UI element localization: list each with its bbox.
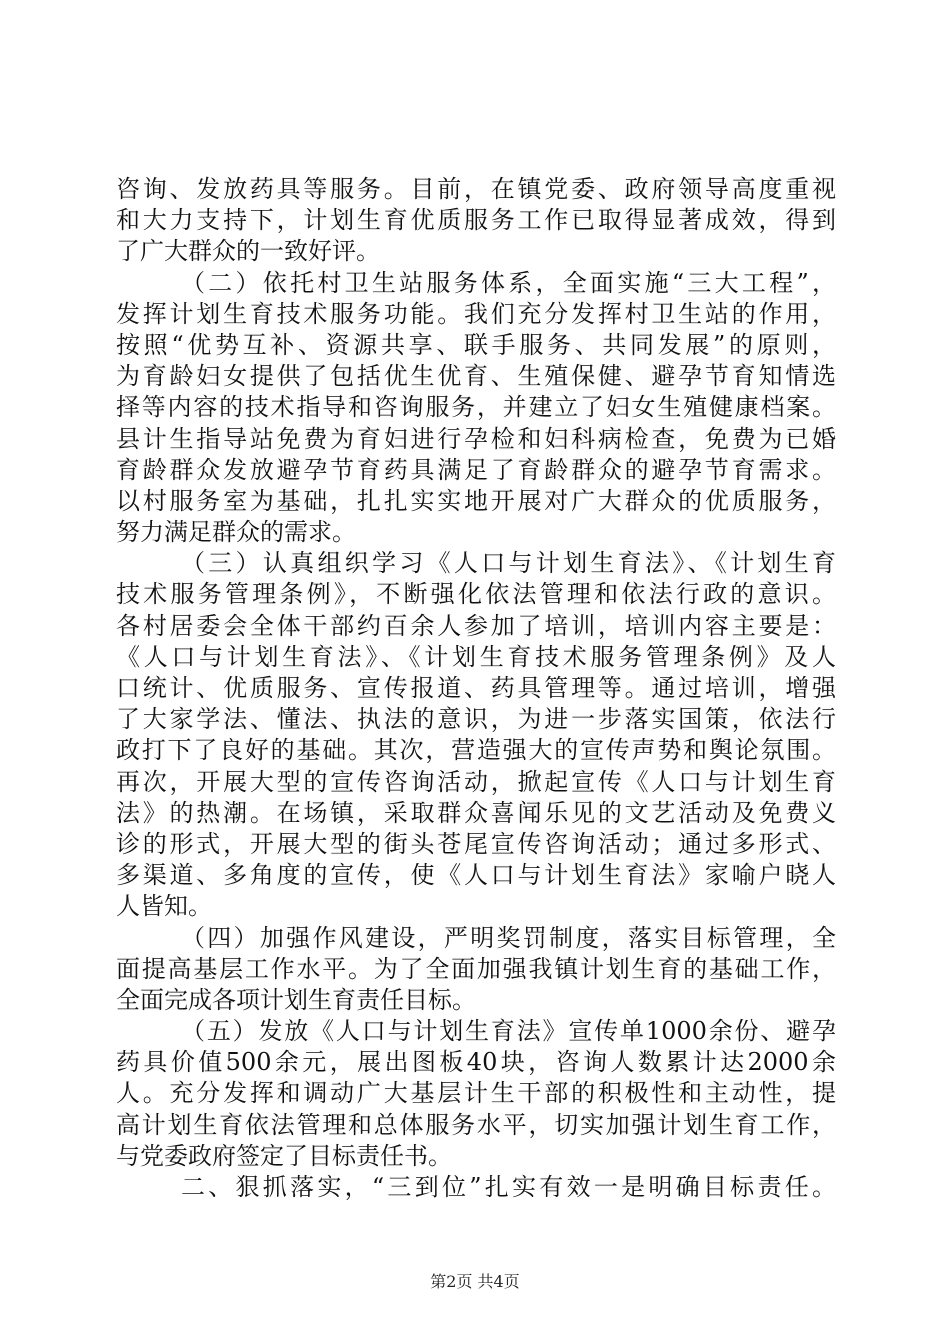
text-line: 人。充分发挥和调动广大基层计生干部的积极性和主动性，提: [116, 1079, 836, 1108]
document-body: [116, 174, 836, 1203]
text-line: 县计生指导站免费为育妇进行孕检和妇科病检查，免费为已婚: [116, 424, 836, 453]
text-line: （五）发放《人口与计划生育法》宣传单1000余份、避孕: [181, 1017, 836, 1046]
text-line: 发挥计划生育技术服务功能。我们充分发挥村卫生站的作用，: [116, 299, 836, 328]
text-line: 人皆知。: [116, 892, 212, 921]
text-line: 各村居委会全体干部约百余人参加了培训，培训内容主要是：: [116, 611, 836, 640]
text-line: 与党委政府签定了目标责任书。: [116, 1141, 452, 1170]
text-line: 了广大群众的一致好评。: [116, 237, 380, 266]
text-line: （二）依托村卫生站服务体系，全面实施“三大工程”，: [181, 268, 836, 297]
text-line: 诊的形式，开展大型的街头苍尾宣传咨询活动；通过多形式、: [116, 829, 836, 858]
text-line: 《人口与计划生育法》、《计划生育技术服务管理条例》及人: [116, 642, 836, 671]
text-line: （三）认真组织学习《人口与计划生育法》、《计划生育: [181, 549, 836, 578]
text-line: （四）加强作风建设，严明奖罚制度，落实目标管理，全: [181, 923, 836, 952]
text-line: 以村服务室为基础，扎扎实实地开展对广大群众的优质服务，: [116, 486, 836, 515]
text-line: 择等内容的技术指导和咨询服务，并建立了妇女生殖健康档案。: [116, 393, 836, 422]
text-line: 口统计、优质服务、宣传报道、药具管理等。通过培训，增强: [116, 674, 836, 702]
text-line: 法》的热潮。在场镇，采取群众喜闻乐见的文艺活动及免费义: [116, 798, 836, 827]
text-line: 全面完成各项计划生育责任目标。: [116, 985, 476, 1014]
page-footer: 第2页 共4页: [430, 1272, 520, 1291]
text-line: 了大家学法、懂法、执法的意识，为进一步落实国策，依法行: [116, 705, 836, 734]
text-line: 按照“优势互补、资源共享、联手服务、共同发展”的原则，: [116, 330, 836, 359]
text-line: 育龄群众发放避孕节育药具满足了育龄群众的避孕节育需求。: [116, 455, 836, 484]
text-line: 多渠道、多角度的宣传，使《人口与计划生育法》家喻户晓人: [116, 861, 836, 890]
text-line: 药具价值500余元，展出图板40块，咨询人数累计达2000余: [116, 1048, 836, 1077]
text-line: 面提高基层工作水平。为了全面加强我镇计划生育的基础工作，: [116, 954, 836, 983]
text-line: 技术服务管理条例》，不断强化依法管理和依法行政的意识。: [116, 580, 836, 609]
text-line: 高计划生育依法管理和总体服务水平，切实加强计划生育工作，: [116, 1110, 836, 1139]
text-line: 政打下了良好的基础。其次，营造强大的宣传声势和舆论氛围。: [116, 736, 836, 765]
text-line: 再次，开展大型的宣传咨询活动，掀起宣传《人口与计划生育: [116, 767, 836, 796]
text-line: 咨询、发放药具等服务。目前，在镇党委、政府领导高度重视: [116, 175, 836, 203]
text-line: 为育龄妇女提供了包括优生优育、生殖保健、避孕节育知情选: [116, 362, 836, 391]
text-line: 和大力支持下，计划生育优质服务工作已取得显著成效，得到: [116, 206, 836, 235]
text-line: 二、狠抓落实，“三到位”扎实有效一是明确目标责任。: [181, 1173, 836, 1201]
text-line: 努力满足群众的需求。: [116, 518, 356, 547]
